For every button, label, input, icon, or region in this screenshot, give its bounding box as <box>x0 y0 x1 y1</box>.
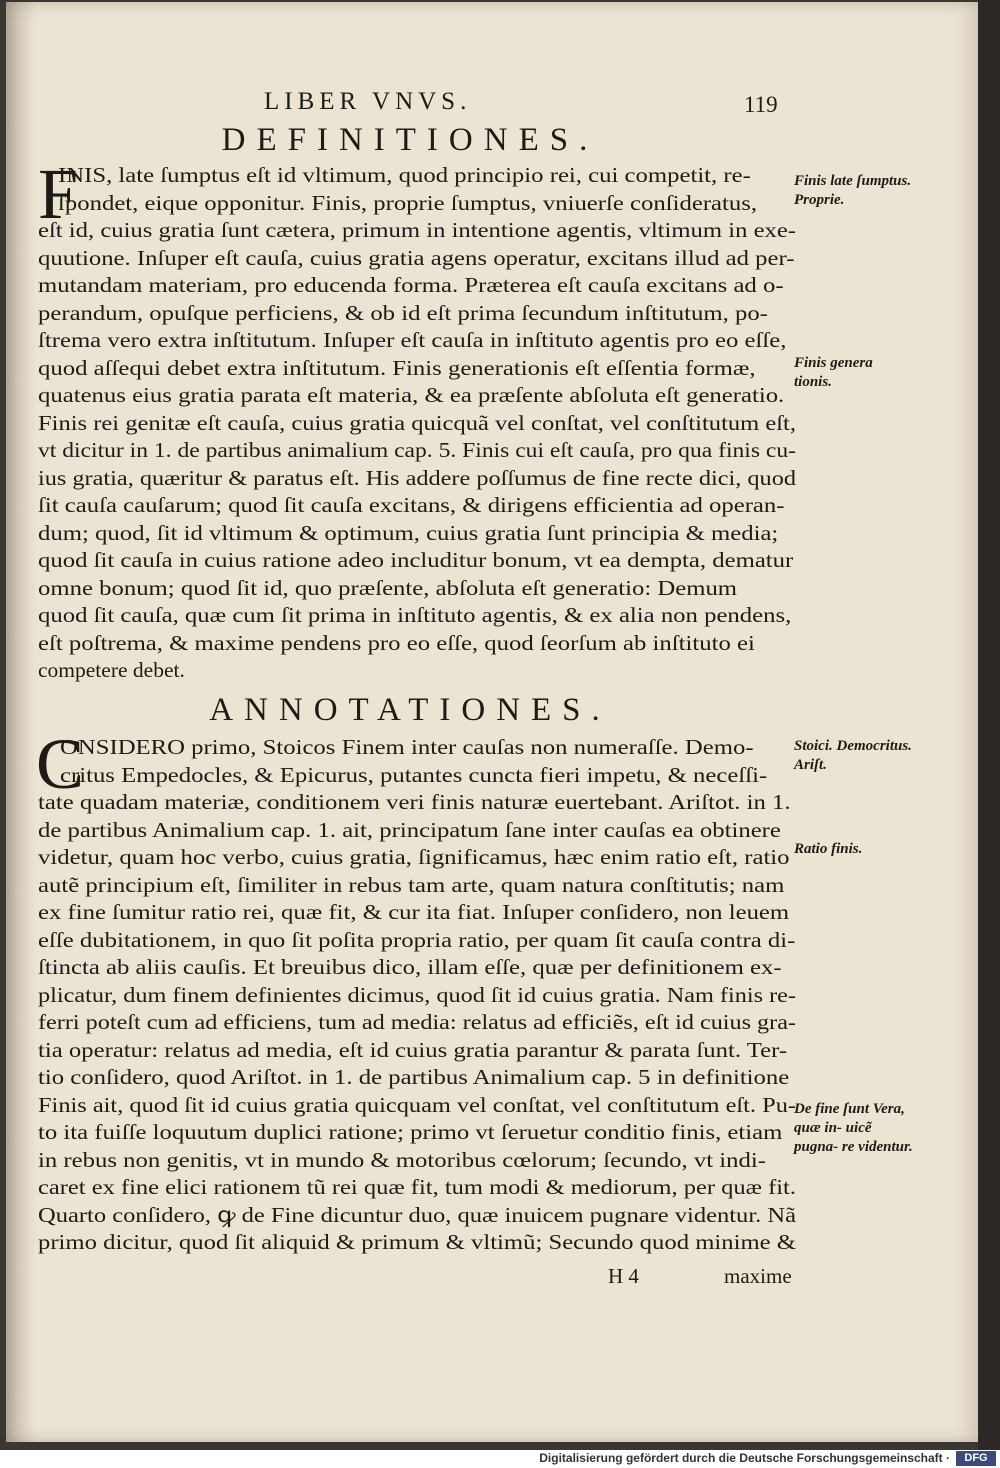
annotations-line <box>38 762 796 790</box>
annotations-line-text: tate quadam materiæ, conditionem veri finis naturæ euertebant. Ariſtot. in 1. <box>38 790 791 814</box>
definitions-line <box>38 520 796 548</box>
definitions-line <box>38 602 796 630</box>
definitions-line <box>38 630 796 658</box>
annotations-line-text: ONSIDERO primo, Stoicos Finem inter cauſas non numeraſſe. Demo- <box>60 735 754 759</box>
definitions-line <box>38 300 796 328</box>
running-head: LIBER VNVS. <box>264 88 472 115</box>
definitions-line-text: quod aſſequi debet extra inſtitutum. Finis generationis eſt eſſentia formæ, <box>38 355 756 380</box>
annotations-line-text: primo dicitur, quod ſit aliquid & primum & vltimũ; Secundo quod minime & <box>38 1230 796 1254</box>
definitions-line-text: INIS, late ſumptus eſt id vltimum, quod principio rei, cui competit, re- <box>58 163 751 187</box>
footer-credit: Digitalisierung gefördert durch die Deutsche Forschungsgemeinschaft · <box>539 1451 950 1465</box>
annotations-line-text: in rebus non genitis, vt in mundo & motoribus cœlorum; ſecundo, vt indi- <box>38 1147 766 1172</box>
annotations-line-text: critus Empedocles, & Epicurus, putantes cuncta fieri impetu, & neceſſi- <box>60 762 768 787</box>
definitions-line <box>38 547 796 575</box>
annotations-line-text: caret ex fine elici rationem tũ rei quæ fit, tum modi & mediorum, per quæ fit. <box>38 1175 796 1199</box>
definitions-line <box>38 382 796 410</box>
annotations-line <box>38 927 796 955</box>
definitions-line-text: ſit cauſa cauſarum; quod ſit cauſa excitans, & dirigens efficientia ad operan- <box>38 493 785 517</box>
annotations-line-text: Finis ait, quod ſit id cuius gratia quicquam vel conſtat, vel conſtitutum eſt. Pu- <box>38 1092 796 1117</box>
definitions-line-text: vt dicitur in 1. de partibus animalium cap. 5. Finis cui eſt cauſa, pro qua finis cu- <box>38 438 796 462</box>
definitions-line <box>38 492 796 520</box>
annotations-heading: ANNOTATIONES. <box>209 692 611 728</box>
annotations-line <box>38 1174 796 1202</box>
annotations-line <box>38 734 796 762</box>
definitions-line <box>38 410 796 438</box>
definitions-line-text: eſt poſtrema, & maxime pendens pro eo eſſe, quod ſeorſum ab inſtituto ei <box>38 630 755 655</box>
definitions-line-text: eſt id, cuius gratia ſunt cætera, primum in intentione agentis, vltimum in exe- <box>38 218 796 242</box>
definitions-line <box>38 657 796 685</box>
definitions-line-text: perandum, opuſque perficiens, & ob id eſt prima ſecundum inſtitutum, po- <box>38 300 768 325</box>
definitions-heading: DEFINITIONES. <box>221 122 599 158</box>
margin-note-stoici: Stoici. Democritus. Ariſt. <box>794 738 912 773</box>
page-header <box>6 82 978 122</box>
annotations-line <box>38 899 796 927</box>
annotations-line <box>38 789 796 817</box>
definitions-line-text: competere debet. <box>38 658 185 682</box>
definitions-drop-cap: F <box>38 154 79 234</box>
margin-note-finis-late: Finis late ſumptus. Proprie. <box>794 173 912 208</box>
annotations-line <box>38 1009 796 1037</box>
definitions-line <box>38 245 796 273</box>
annotations-line <box>38 817 796 845</box>
annotations-line-text: plicatur, dum finem definientes dicimus, quod ſit id cuius gratia. Nam finis re- <box>38 982 796 1007</box>
annotations-line-text: eſſe dubitationem, in quo ſit poſita propria ratio, per quam ſit cauſa contra di- <box>38 927 796 952</box>
definitions-line <box>38 575 796 603</box>
annotations-line-text: videtur, quam hoc verbo, cuius gratia, ſignificamus, hæc enim ratio eſt, ratio <box>38 845 790 869</box>
annotations-line <box>38 954 796 982</box>
annotations-line <box>38 1064 796 1092</box>
annotations-line <box>38 1229 796 1257</box>
annotations-line <box>38 1037 796 1065</box>
scan-edge <box>978 0 1000 1450</box>
annotations-line-text: to ita fuiſſe loquutum duplici ratione; primo vt ſeruetur conditio finis, etiam <box>38 1120 783 1144</box>
annotations-line-text: tio conſidero, quod Ariſtot. in 1. de partibus Animalium cap. 5 in definitione <box>38 1065 790 1089</box>
definitions-line-text: ſpondet, eique opponitur. Finis, proprie ſumptus, vniuerſe conſideratus, <box>58 190 758 215</box>
definitions-line-text: quod ſit cauſa in cuius ratione adeo includitur bonum, vt ea dempta, dematur <box>38 548 794 572</box>
definitions-line-text: Finis rei genitæ eſt cauſa, cuius gratia quicquã vel conſtat, vel conſtitutum eſt, <box>38 410 796 435</box>
catchword: maxime <box>724 1264 792 1288</box>
page-number: 119 <box>744 92 778 117</box>
definitions-line <box>38 272 796 300</box>
margin-note-finis-generationis: Finis genera tionis. <box>794 355 873 390</box>
definitions-line <box>38 217 796 245</box>
definitions-body <box>38 162 796 685</box>
definitions-line <box>38 162 796 190</box>
annotations-line <box>38 1202 796 1230</box>
definitions-line <box>38 465 796 493</box>
dfg-logo-icon: DFG <box>956 1451 996 1466</box>
annotations-line-text: autẽ principium eſt, ſimiliter in rebus tam arte, quam natura conſtitutis; nam <box>38 872 785 897</box>
margin-note-de-fine: De fine ſunt Vera, quæ in- uicẽ pugna- re videntur. <box>794 1101 913 1155</box>
definitions-line <box>38 355 796 383</box>
definitions-line-text: quod ſit cauſa, quæ cum ſit prima in inſtituto agentis, & ex alia non pendens, <box>38 603 792 627</box>
definitions-line-text: dum; quod, ſit id vltimum & optimum, cuius gratia ſunt principia & media; <box>38 520 779 545</box>
annotations-line-text: de partibus Animalium cap. 1. ait, principatum ſane inter cauſas ea obtinere <box>38 817 781 842</box>
definitions-line <box>38 437 796 465</box>
definitions-line-text: quutione. Inſuper eſt cauſa, cuius gratia agens operatur, excitans illud ad per- <box>38 245 795 270</box>
annotations-line <box>38 982 796 1010</box>
annotations-body <box>38 734 796 1257</box>
definitions-line-text: mutandam materiam, pro educenda forma. Præterea eſt cauſa excitans ad o- <box>38 273 784 297</box>
annotations-line-text: ferri poteſt cum ad efficiens, tum ad media: relatus ad efficiẽs, eſt id cuius gra- <box>38 1010 796 1034</box>
annotations-line <box>38 1147 796 1175</box>
annotations-line <box>38 1119 796 1147</box>
annotations-line <box>38 1092 796 1120</box>
margin-note-ratio-finis: Ratio finis. <box>794 841 863 857</box>
annotations-drop-cap: C <box>36 724 85 804</box>
definitions-line-text: ius gratia, quæritur & paratus eſt. His addere poſſumus de fine recte dici, quod <box>38 465 796 490</box>
signature-mark: H 4 <box>608 1264 639 1288</box>
digitization-footer <box>0 1450 1000 1468</box>
definitions-line-text: omne bonum; quod ſit id, quo præſente, abſoluta eſt generatio: Demum <box>38 575 738 600</box>
book-page <box>6 2 978 1442</box>
annotations-line-text: tia operatur: relatus ad media, eſt id cuius gratia parantur & parata ſunt. Ter- <box>38 1037 788 1062</box>
annotations-line-text: ex fine ſumitur ratio rei, quæ fit, & cur ita fiat. Inſuper conſidero, non leuem <box>38 900 790 924</box>
annotations-line <box>38 872 796 900</box>
definitions-line-text: ſtrema vero extra inſtitutum. Inſuper eſt cauſa in inſtituto agentis pro eo eſſe, <box>38 328 787 352</box>
definitions-line-text: quatenus eius gratia parata eſt materia, & ea præſente abſoluta eſt generatio. <box>38 383 785 407</box>
annotations-line-text: Quarto conſidero, ꝙ de Fine dicuntur duo, quæ inuicem pugnare videntur. Nã <box>38 1202 797 1227</box>
annotations-line-text: ſtincta ab aliis cauſis. Et breuibus dico, illam eſſe, quæ per definitionem ex- <box>38 955 782 979</box>
definitions-line <box>38 190 796 218</box>
definitions-line <box>38 327 796 355</box>
annotations-line <box>38 844 796 872</box>
